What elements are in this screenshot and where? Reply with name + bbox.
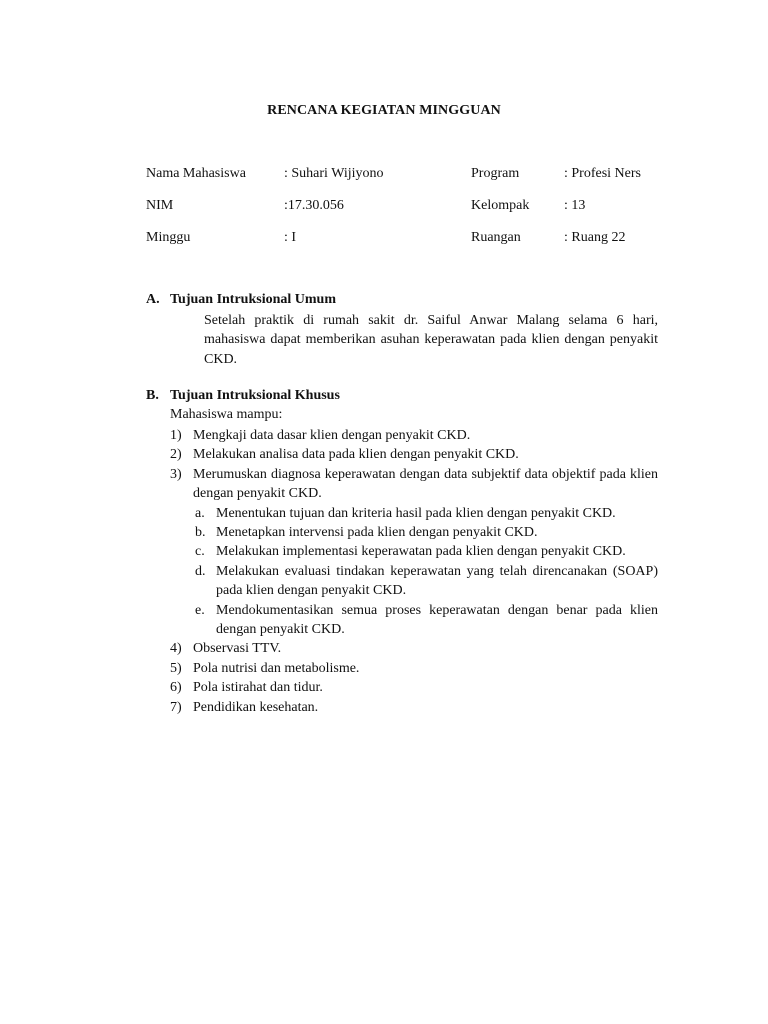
list-item xyxy=(170,445,658,464)
list-number: 3) xyxy=(170,466,182,482)
section-b-intro: Mahasiswa mampu: xyxy=(170,407,283,422)
list-number: 2) xyxy=(170,447,182,463)
sub-list-text: Melakukan evaluasi tindakan keperawatan yang telah direncanakan (SOAP) pada klien dengan penyakit CKD. xyxy=(216,563,658,599)
section-title: Tujuan Intruksional Umum xyxy=(170,292,336,307)
list-number: 1) xyxy=(170,428,182,443)
info-value: : I xyxy=(284,230,297,245)
list-text: Pola nutrisi dan metabolisme. xyxy=(193,660,360,676)
info-row-nim xyxy=(0,198,768,216)
section-a-body: Setelah praktik di rumah sakit dr. Saiful Anwar Malang selama 6 hari, mahasiswa dapat memberikan asuhan keperawatan pada klien dengan penyakit CKD. xyxy=(204,313,658,367)
document-title: RENCANA KEGIATAN MINGGUAN xyxy=(267,103,501,118)
list-item xyxy=(170,639,658,658)
section-a-heading xyxy=(146,292,336,308)
sub-list-letter: e. xyxy=(195,602,205,618)
section-letter: B. xyxy=(146,388,159,403)
list-item xyxy=(170,678,658,697)
list-text: Mengkaji data dasar klien dengan penyakit CKD. xyxy=(193,428,471,443)
list-text: Merumuskan diagnosa keperawatan dengan data subjektif data objektif pada klien dengan penyakit CKD. xyxy=(193,466,658,502)
info-label: NIM xyxy=(146,198,174,213)
sub-list-text: Menentukan tujuan dan kriteria hasil pada klien dengan penyakit CKD. xyxy=(216,505,616,521)
sub-list-letter: a. xyxy=(195,505,205,521)
info-label: Kelompak xyxy=(471,198,530,213)
list-number: 5) xyxy=(170,660,182,676)
list-item xyxy=(170,465,658,640)
section-letter: A. xyxy=(146,292,160,307)
list-text: Melakukan analisa data pada klien dengan penyakit CKD. xyxy=(193,447,519,463)
objectives-list xyxy=(170,426,658,717)
info-label: Nama Mahasiswa xyxy=(146,166,246,181)
list-text: Pola istirahat dan tidur. xyxy=(193,680,323,696)
list-item xyxy=(170,659,658,678)
sub-list-item xyxy=(193,562,658,601)
sub-list-letter: b. xyxy=(195,525,206,541)
info-value: : Profesi Ners xyxy=(564,166,641,181)
section-title: Tujuan Intruksional Khusus xyxy=(170,388,340,403)
sub-list-text: Menetapkan intervensi pada klien dengan penyakit CKD. xyxy=(216,525,538,541)
list-number: 4) xyxy=(170,641,182,657)
section-a-paragraph xyxy=(170,311,658,369)
list-number: 6) xyxy=(170,680,182,696)
list-text: Observasi TTV. xyxy=(193,641,282,657)
list-item xyxy=(170,426,658,445)
list-text: Pendidikan kesehatan. xyxy=(193,699,319,715)
info-row-minggu xyxy=(0,230,768,248)
info-value: : Suhari Wijiyono xyxy=(284,166,384,181)
sub-list-item xyxy=(193,523,658,542)
sub-list-text: Melakukan implementasi keperawatan pada klien dengan penyakit CKD. xyxy=(216,544,626,560)
sub-list-item xyxy=(193,542,658,561)
info-label: Ruangan xyxy=(471,230,521,245)
section-b-heading xyxy=(146,388,340,404)
list-item xyxy=(170,698,658,717)
info-label: Program xyxy=(471,166,520,181)
sub-list-text: Mendokumentasikan semua proses keperawatan dengan benar pada klien dengan penyakit CKD. xyxy=(216,602,658,638)
sub-list-item xyxy=(193,601,658,640)
info-value: :17.30.056 xyxy=(284,198,344,213)
sub-list-letter: d. xyxy=(195,563,206,579)
sub-list-item xyxy=(193,504,658,523)
info-value: : Ruang 22 xyxy=(564,230,626,245)
info-row-nama xyxy=(0,166,768,184)
sub-list-letter: c. xyxy=(195,544,205,560)
list-number: 7) xyxy=(170,699,182,715)
sub-list xyxy=(193,504,658,640)
info-label: Minggu xyxy=(146,230,191,245)
info-value: : 13 xyxy=(564,198,586,213)
